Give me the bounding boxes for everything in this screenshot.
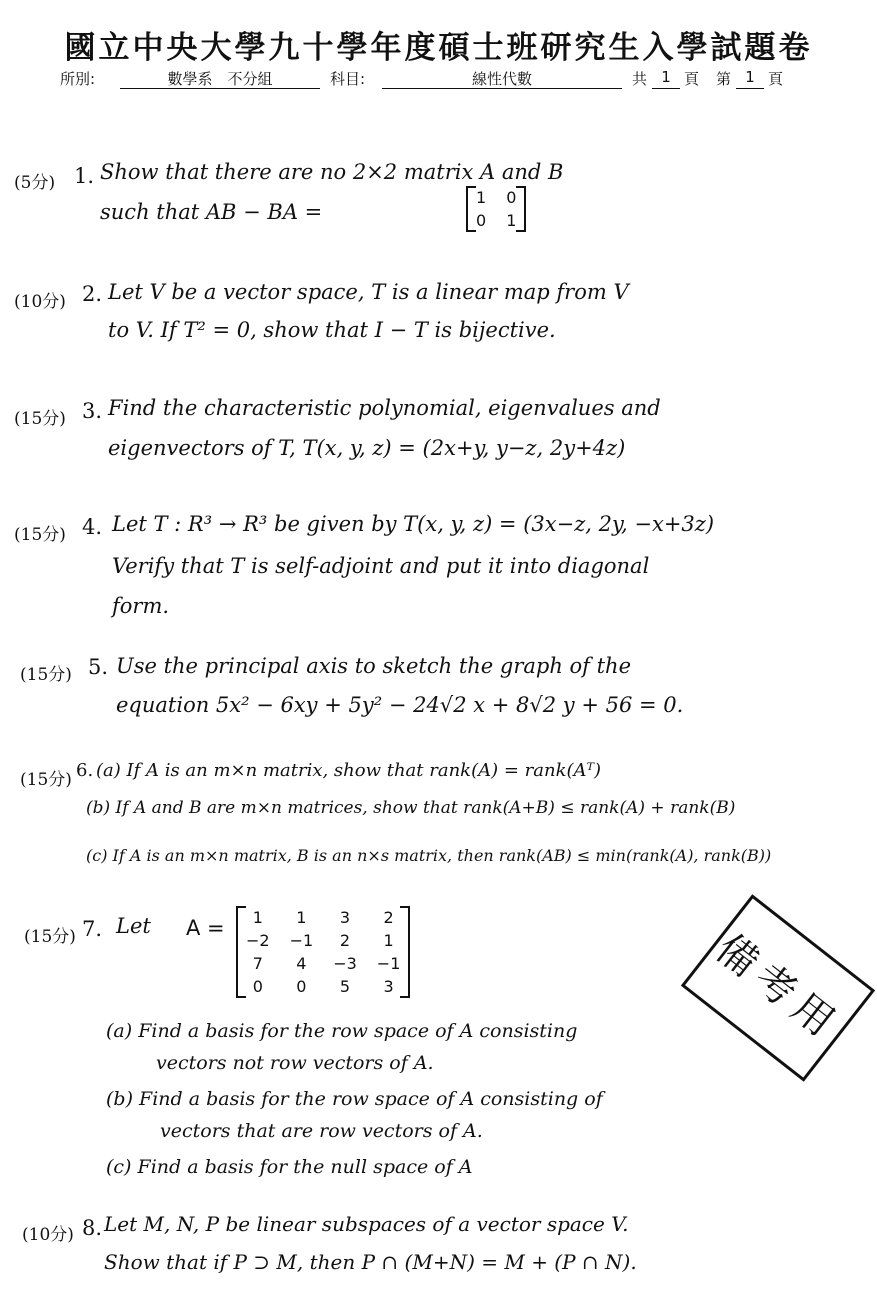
question-points: (15分) [14, 525, 66, 545]
page-no-suffix: 頁 [768, 70, 784, 88]
question-line: Let M, N, P be linear subspaces of a vector space V. [104, 1212, 629, 1236]
question-number: 4. [82, 515, 103, 539]
question-line: Use the principal axis to sketch the graph of the [116, 654, 632, 678]
identity-matrix [466, 186, 526, 232]
question-line: (b) If A and B are m×n matrices, show that rank(A+B) ≤ rank(A) + rank(B) [86, 798, 736, 818]
question-points: (15分) [20, 770, 72, 790]
pages-total: 1 [652, 68, 680, 89]
question-points: (10分) [22, 1225, 74, 1245]
matrix-cell: 3 [383, 977, 394, 996]
question-line: vectors not row vectors of A. [156, 1052, 434, 1074]
matrix-cell: −2 [246, 931, 270, 950]
matrix-cell: 0 [296, 977, 307, 996]
question-line: Verify that T is self-adjoint and put it into diagonal [112, 554, 650, 578]
question-line: (c) Find a basis for the null space of A [106, 1156, 473, 1178]
question-line: vectors that are row vectors of A. [160, 1120, 483, 1142]
page-no: 1 [736, 68, 764, 89]
question-number: 5. [88, 655, 109, 679]
matrix-cell: 0 [252, 977, 263, 996]
question-line: equation 5x² − 6xy + 5y² − 24√2 x + 8√2 y + 56 = 0. [116, 693, 684, 717]
question-line: (b) Find a basis for the row space of A consisting of [106, 1088, 603, 1110]
matrix-cell: 1 [383, 931, 394, 950]
question-line: Show that there are no 2×2 matrix A and B [100, 160, 564, 184]
question-line: (a) Find a basis for the row space of A consisting [106, 1020, 578, 1042]
subject-value: 線性代數 [382, 68, 622, 89]
question-line: form. [112, 594, 170, 618]
question-number: 2. [82, 282, 103, 306]
question-number: 8. [82, 1216, 103, 1240]
matrix-cell: 5 [339, 977, 351, 996]
matrix-cell: 4 [296, 954, 307, 973]
subject-label: 科目: [330, 70, 366, 88]
question-line: such that AB − BA = [100, 200, 323, 224]
question-number: 3. [82, 399, 103, 423]
pages-total-suffix: 頁 [684, 70, 700, 88]
question-line: Let V be a vector space, T is a linear map from V [108, 280, 629, 304]
matrix-cell: 3 [339, 908, 351, 927]
question-line: eigenvectors of T, T(x, y, z) = (2x+y, y−z, 2y+4z) [108, 436, 626, 460]
matrix-cell: −1 [289, 931, 314, 950]
pages-total-prefix: 共 [632, 70, 648, 88]
question-line: Find the characteristic polynomial, eigenvalues and [108, 396, 661, 420]
reference-stamp: 備考用 [681, 894, 875, 1081]
matrix-cell: −3 [333, 954, 357, 973]
question-line: Show that if P ⊃ M, then P ∩ (M+N) = M + (P ∩ N). [104, 1250, 637, 1274]
matrix-cell: −1 [376, 954, 401, 973]
question-points: (15分) [20, 665, 72, 685]
matrix-cell: 7 [252, 954, 263, 973]
question-number: 1. [74, 164, 95, 188]
dept-value: 數學系 不分組 [120, 68, 320, 89]
exam-title: 國立中央大學九十學年度碩士班研究生入學試題卷 [64, 30, 813, 66]
matrix-label: A = [186, 916, 225, 940]
matrix-cell: 0 [506, 188, 517, 207]
question-points: (15分) [24, 927, 76, 947]
matrix-a [236, 906, 410, 998]
question-points: (15分) [14, 409, 66, 429]
question-points: (5分) [14, 173, 56, 193]
matrix-cell: 1 [506, 211, 517, 230]
question-number: 7. [82, 917, 103, 941]
dept-label: 所別: [60, 70, 96, 88]
question-line: to V. If T² = 0, show that I − T is bijective. [108, 318, 556, 342]
matrix-cell: 1 [296, 908, 307, 927]
matrix-cell: 1 [252, 908, 263, 927]
question-lead: Let [116, 914, 151, 938]
exam-meta-row [0, 68, 877, 94]
question-points: (10分) [14, 292, 66, 312]
matrix-cell: 1 [476, 188, 487, 207]
matrix-cell: 0 [476, 211, 487, 230]
matrix-cell: 2 [339, 931, 351, 950]
matrix-cell: 2 [383, 908, 394, 927]
question-line: (c) If A is an m×n matrix, B is an n×s matrix, then rank(AB) ≤ min(rank(A), rank(B)) [86, 846, 772, 865]
page-no-prefix: 第 [716, 70, 732, 88]
question-line: Let T : R³ → R³ be given by T(x, y, z) = (3x−z, 2y, −x+3z) [112, 512, 715, 536]
question-line: (a) If A is an m×n matrix, show that rank(A) = rank(Aᵀ) [96, 760, 602, 781]
question-number: 6. [76, 760, 94, 781]
